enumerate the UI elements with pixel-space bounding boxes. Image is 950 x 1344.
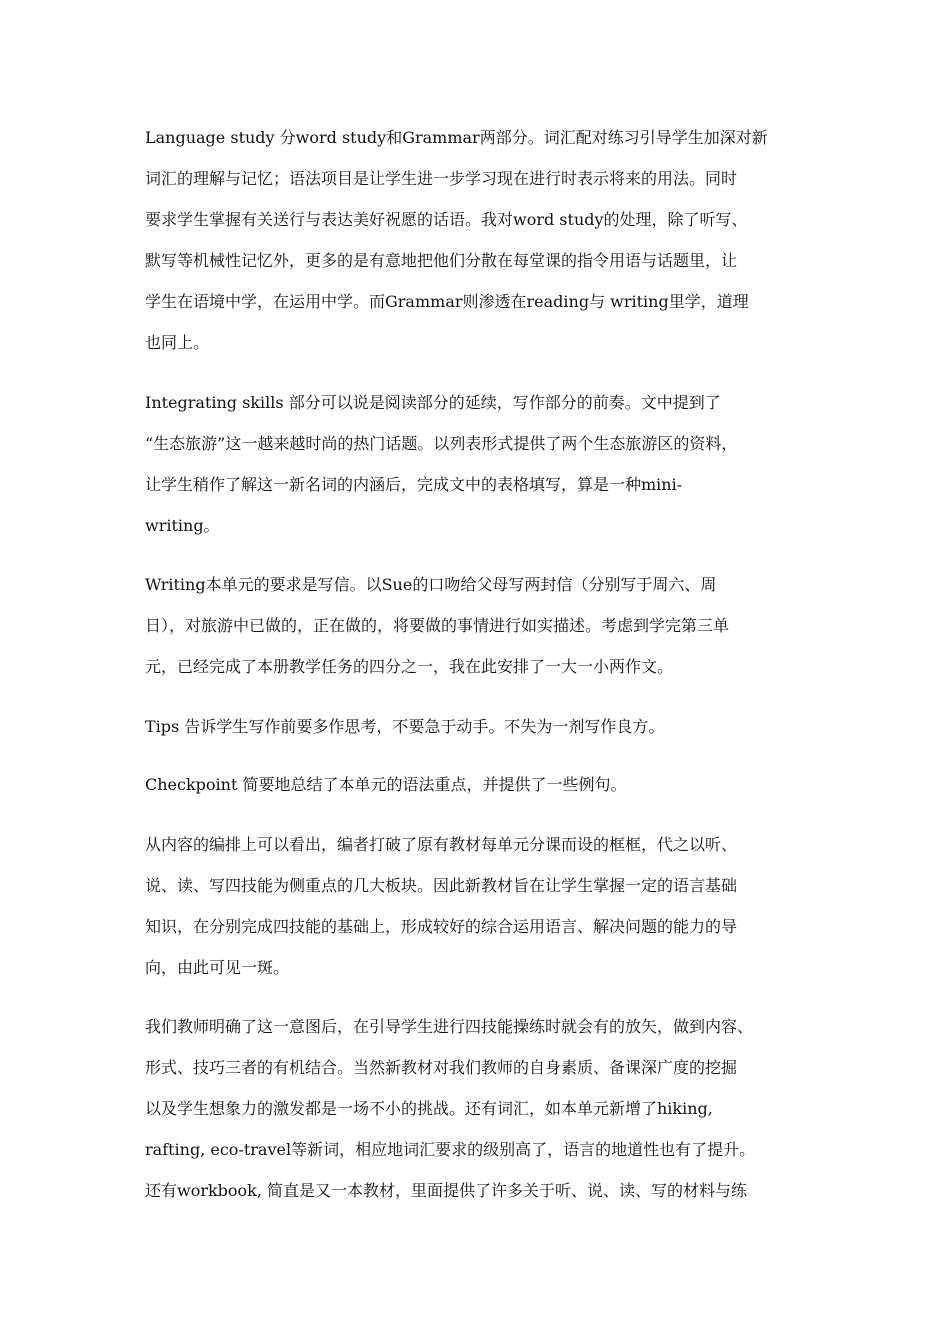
text-line: 默写等机械性记忆外，更多的是有意地把他们分散在每堂课的指令用语与话题里，让 [145, 251, 738, 270]
text-line: “生态旅游”这一越来越时尚的热门话题。以列表形式提供了两个生态旅游区的资料， [145, 434, 738, 453]
text-line: 日），对旅游中已做的，正在做的，将要做的事情进行如实描述。考虑到学完第三单 [145, 616, 730, 635]
text-line: Language study 分word study和Grammar两部分。词汇配对练习引导学生加深对新 [145, 128, 768, 147]
text-line: 也同上。 [145, 333, 210, 352]
paragraph-teachers [145, 1006, 815, 1211]
text-line: 形式、技巧三者的有机结合。当然新教材对我们教师的自身素质、备课深广度的挖掘 [145, 1058, 738, 1077]
text-line: 元，已经完成了本册教学任务的四分之一，我在此安排了一大一小两作文。 [145, 657, 674, 676]
paragraph-content-arrangement [145, 824, 815, 988]
text-line: 词汇的理解与记忆；语法项目是让学生进一步学习现在进行时表示将来的用法。同时 [145, 169, 738, 188]
text-line: 从内容的编排上可以看出，编者打破了原有教材每单元分课而设的框框，代之以听、 [145, 835, 738, 854]
text-line: writing。 [145, 516, 220, 535]
text-line: 向，由此可见一斑。 [145, 958, 290, 977]
text-line: 我们教师明确了这一意图后，在引导学生进行四技能操练时就会有的放矢，做到内容、 [145, 1017, 754, 1036]
text-line: Tips 告诉学生写作前要多作思考，不要急于动手。不失为一剂写作良方。 [145, 717, 665, 736]
text-line: 说、读、写四技能为侧重点的几大板块。因此新教材旨在让学生掌握一定的语言基础 [145, 876, 738, 895]
paragraph-tips [145, 706, 815, 747]
text-line: Writing本单元的要求是写信。以Sue的口吻给父母写两封信（分别写于周六、周 [145, 575, 717, 594]
text-line: 要求学生掌握有关送行与表达美好祝愿的话语。我对word study的处理，除了听写、 [145, 210, 748, 229]
text-line: 以及学生想象力的激发都是一场不小的挑战。还有词汇，如本单元新增了hiking, [145, 1099, 713, 1118]
text-line: rafting, eco-travel等新词，相应地词汇要求的级别高了，语言的地道性也有了提升。 [145, 1140, 756, 1159]
text-line: 学生在语境中学，在运用中学。而Grammar则渗透在reading与 writing里学，道理 [145, 292, 749, 311]
text-line: Integrating skills 部分可以说是阅读部分的延续，写作部分的前奏。文中提到了 [145, 393, 721, 412]
text-line: 还有workbook, 简直是又一本教材，里面提供了许多关于听、说、读、写的材料与练 [145, 1181, 748, 1200]
paragraph-integrating-skills [145, 382, 815, 546]
text-line: 知识，在分别完成四技能的基础上，形成较好的综合运用语言、解决问题的能力的导 [145, 917, 738, 936]
paragraph-checkpoint [145, 764, 815, 805]
paragraph-language-study [145, 117, 815, 363]
text-line: 让学生稍作了解这一新名词的内涵后，完成文中的表格填写，算是一种mini- [145, 475, 683, 494]
paragraph-writing [145, 564, 815, 687]
text-line: Checkpoint 简要地总结了本单元的语法重点，并提供了一些例句。 [145, 775, 627, 794]
